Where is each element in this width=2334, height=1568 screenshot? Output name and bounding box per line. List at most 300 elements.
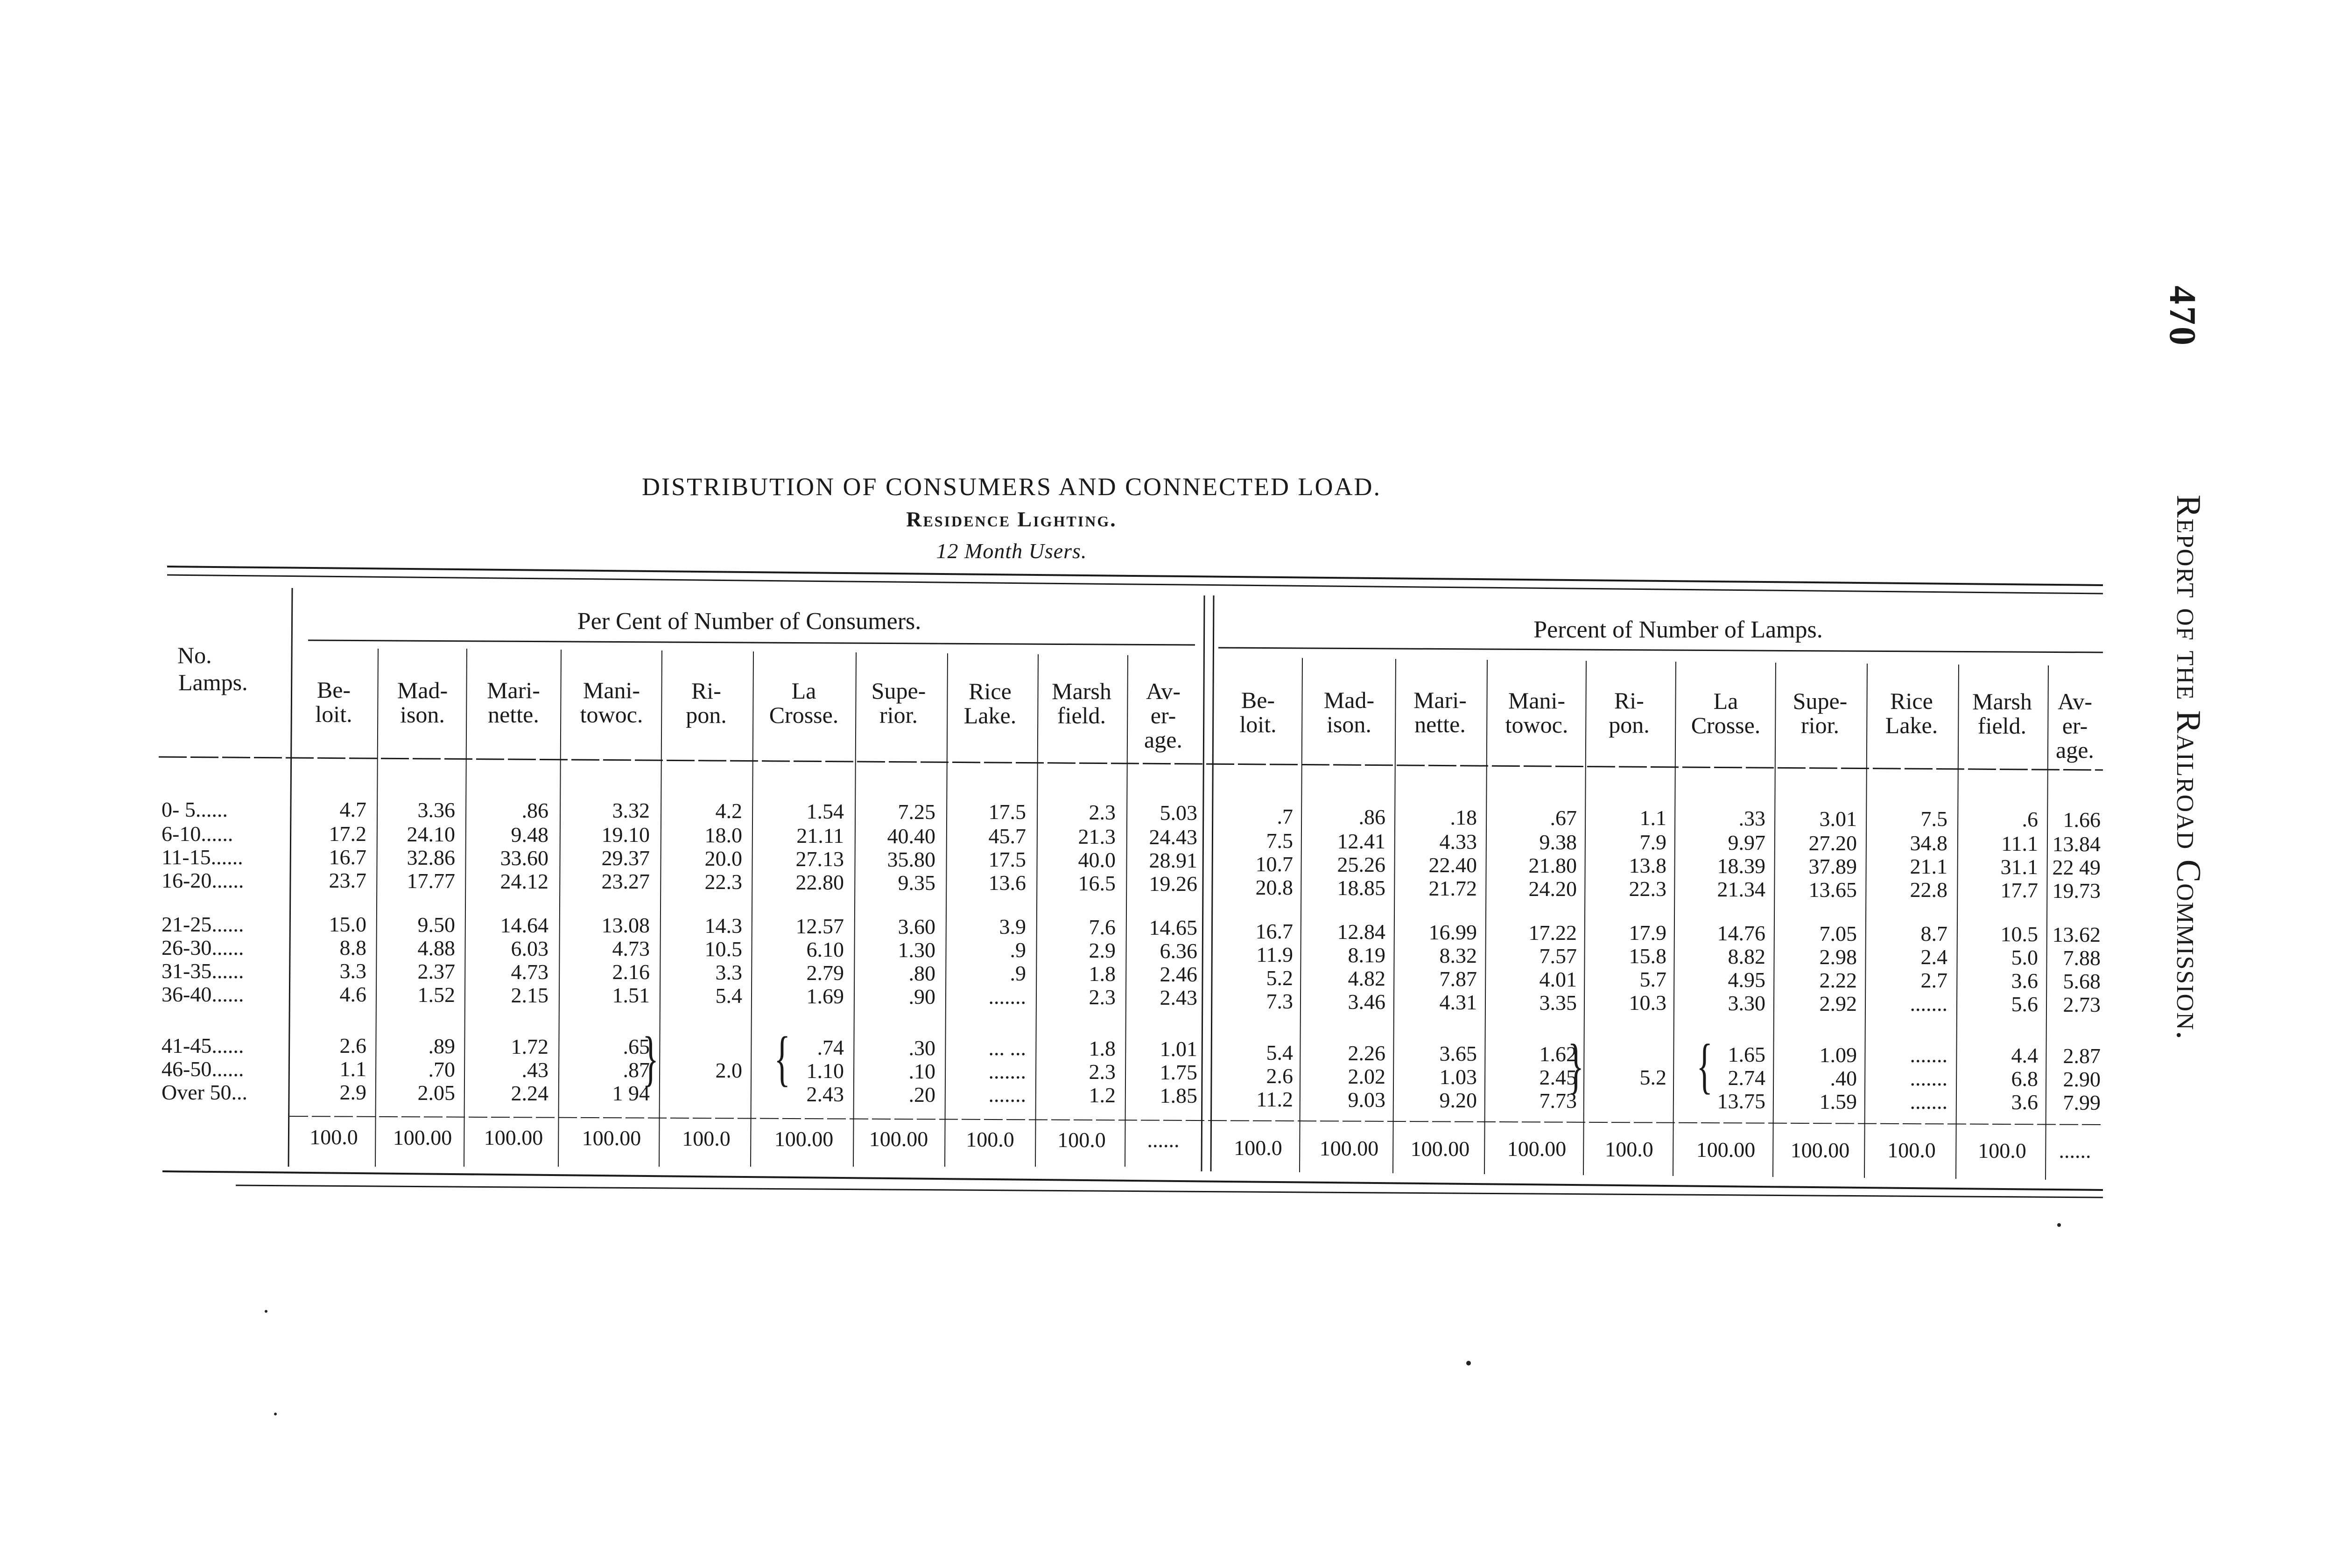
- table-cell: 2.3: [1089, 1060, 1116, 1084]
- column-header: field.: [1977, 712, 2027, 739]
- table-cell: 33.60: [500, 846, 548, 870]
- table-cell: 2.37: [417, 959, 455, 983]
- table-cell: .......: [988, 1059, 1026, 1084]
- column-header: pon.: [1609, 712, 1650, 738]
- row-label: 26-30......: [162, 936, 244, 959]
- table-cell: 5.2: [1266, 966, 1293, 990]
- table-cell: 10.7: [1255, 852, 1293, 876]
- column-header: ison.: [1327, 711, 1371, 738]
- table-cell: 1.69: [806, 984, 844, 1008]
- row-header-label: Lamps.: [178, 669, 248, 695]
- table-cell: 5.0: [2011, 945, 2038, 970]
- table-cell: 1 94: [612, 1081, 650, 1106]
- table-cell: .......: [988, 985, 1026, 1009]
- table-cell: 14.76: [1717, 921, 1765, 945]
- table-cell: 5.4: [1266, 1041, 1293, 1065]
- table-cell: 4.88: [417, 936, 455, 960]
- totals-cell: 100.00: [1790, 1138, 1850, 1162]
- table-cell: 1.72: [511, 1034, 548, 1058]
- table-cell: 11.1: [2001, 832, 2038, 856]
- table-subtitle: Residence Lighting.: [906, 507, 1117, 531]
- table-cell: 8.8: [339, 936, 366, 960]
- totals-cell: 100.0: [682, 1126, 731, 1150]
- table-cell: 1.51: [612, 983, 650, 1008]
- row-label: 41-45......: [162, 1034, 244, 1057]
- table-cell: 12.41: [1337, 829, 1385, 854]
- totals-cell: 100.0: [1234, 1136, 1282, 1160]
- table-cell: 3.60: [898, 914, 935, 938]
- column-header: Av-: [1146, 678, 1181, 705]
- table-cell: 16.5: [1078, 871, 1116, 896]
- table-cell: 1.59: [1819, 1089, 1857, 1113]
- column-header: Mani-: [1508, 687, 1566, 714]
- table-cell: 5.68: [2063, 969, 2101, 993]
- column-header: Crosse.: [1691, 712, 1761, 738]
- table-cell: 25.26: [1337, 853, 1385, 877]
- table-cell: 5.6: [2011, 992, 2038, 1016]
- table-cell: 23.7: [329, 868, 366, 893]
- table-cell: 21.34: [1717, 877, 1765, 902]
- table-cell: 3.3: [339, 959, 366, 983]
- totals-cell: 100.0: [1057, 1127, 1106, 1152]
- table-cell: 3.01: [1819, 806, 1857, 831]
- table-cell: 2.0: [715, 1058, 742, 1083]
- table-cell: 2.6: [339, 1034, 366, 1058]
- table-cell: 24.43: [1149, 825, 1197, 849]
- table-cell: 22.8: [1910, 878, 1947, 902]
- running-head: Report of the Railroad Commission.: [2169, 495, 2207, 1041]
- table-cell: .18: [1450, 805, 1477, 829]
- table-cell: 7.6: [1089, 915, 1116, 939]
- table-cell: 5.2: [1639, 1065, 1666, 1090]
- table-cell: .86: [521, 798, 548, 822]
- table-cell: 37.89: [1808, 854, 1857, 878]
- column-header: field.: [1057, 702, 1106, 729]
- table-cell: 24.10: [407, 822, 455, 846]
- table-cell: 16.7: [329, 845, 366, 869]
- table-cell: .......: [1910, 1066, 1947, 1091]
- table-cell: 4.2: [715, 799, 742, 823]
- table-cell: 2.3: [1089, 985, 1116, 1009]
- column-header: towoc.: [580, 701, 643, 728]
- column-header: Mad-: [397, 677, 448, 703]
- column-header: age.: [2056, 736, 2094, 763]
- table-cell: 13.08: [601, 913, 650, 938]
- totals-cell: 100.00: [1696, 1137, 1756, 1162]
- table-cell: 11.2: [1256, 1087, 1293, 1112]
- table-cell: 5.4: [715, 984, 742, 1008]
- column-header: er-: [1150, 702, 1176, 729]
- table-cell: 6.8: [2011, 1067, 2038, 1091]
- table-cell: 1.85: [1160, 1083, 1197, 1107]
- table-cell: 4.82: [1348, 966, 1385, 991]
- table-cell: .86: [1358, 805, 1385, 829]
- column-header: Marsh: [1972, 688, 2032, 714]
- column-header: age.: [1144, 727, 1182, 753]
- totals-cell: 100.00: [1507, 1137, 1567, 1161]
- table-cell: 3.46: [1348, 990, 1385, 1014]
- column-header: Mani-: [583, 677, 640, 704]
- table-cell: .65: [623, 1035, 650, 1059]
- column-header: nette.: [1414, 711, 1466, 738]
- table-cell: 21.1: [1910, 854, 1947, 879]
- table-cell: 40.0: [1078, 848, 1116, 872]
- table-cell: 3.65: [1439, 1041, 1477, 1065]
- table-cell: 2.3: [1089, 800, 1116, 825]
- table-cell: 4.31: [1439, 990, 1477, 1014]
- table-cell: 5.03: [1160, 800, 1197, 825]
- table-cell: 1.62: [1539, 1042, 1577, 1066]
- totals-cell: ......: [2059, 1139, 2091, 1163]
- table-cell: 9.03: [1348, 1088, 1385, 1112]
- table-cell: .40: [1830, 1066, 1857, 1090]
- table-cell: 2.6: [1266, 1064, 1293, 1088]
- table-cell: 2.98: [1819, 945, 1857, 969]
- table-cell: 2.87: [2063, 1043, 2101, 1068]
- table-cell: 9.38: [1539, 830, 1577, 854]
- table-cell: 1.75: [1160, 1060, 1197, 1084]
- table-cell: 2.16: [612, 960, 650, 984]
- table-cell: 2.73: [2063, 992, 2101, 1016]
- table-cell: 1.2: [1089, 1083, 1116, 1107]
- table-cell: 14.64: [500, 913, 548, 937]
- totals-cell: 100.00: [582, 1126, 641, 1150]
- table-cell: .33: [1738, 806, 1765, 831]
- table-cell: 1.1: [339, 1057, 366, 1081]
- totals-cell: 100.0: [966, 1127, 1014, 1152]
- table-cell: 2.92: [1819, 991, 1857, 1015]
- table-cell: 2.90: [2063, 1067, 2101, 1091]
- row-label: 46-50......: [162, 1057, 244, 1081]
- table-note: 12 Month Users.: [936, 539, 1087, 563]
- row-label: 0- 5......: [162, 798, 228, 821]
- table-cell: 27.20: [1808, 831, 1857, 855]
- table-cell: 4.01: [1539, 967, 1577, 991]
- table-cell: .87: [623, 1058, 650, 1082]
- table-cell: 1.54: [806, 799, 844, 823]
- table-cell: 17.2: [329, 822, 366, 846]
- table-cell: 7.99: [2063, 1090, 2101, 1114]
- table-cell: 1.1: [1639, 806, 1666, 830]
- table-cell: 10.3: [1629, 991, 1666, 1015]
- table-cell: 2.7: [1920, 968, 1947, 993]
- table-cell: 3.6: [2011, 969, 2038, 993]
- column-header: loit.: [1239, 711, 1277, 737]
- table-cell: 7.3: [1266, 989, 1293, 1014]
- table-cell: .67: [1550, 805, 1577, 830]
- table-cell: .9: [1010, 938, 1026, 962]
- totals-cell: ......: [1147, 1128, 1180, 1152]
- table-cell: 15.0: [329, 912, 366, 937]
- table-cell: 1.8: [1089, 1036, 1116, 1061]
- group-brace: }: [1568, 1031, 1584, 1100]
- table-cell: 7.57: [1539, 944, 1577, 968]
- totals-cell: 100.00: [484, 1126, 543, 1150]
- table-cell: 3.6: [2011, 1090, 2038, 1114]
- table-cell: 2.43: [806, 1082, 844, 1106]
- column-header: Av-: [2057, 688, 2093, 714]
- table-cell: 3.32: [612, 798, 650, 823]
- column-header: Rice: [969, 678, 1012, 704]
- section-title-consumers: Per Cent of Number of Consumers.: [577, 608, 921, 635]
- column-header: ison.: [400, 701, 445, 728]
- column-header: Supe-: [1793, 687, 1848, 714]
- table-cell: .......: [988, 1083, 1026, 1107]
- table-cell: 2.46: [1160, 962, 1197, 986]
- table-cell: 13.84: [2052, 832, 2101, 856]
- column-header: Lake.: [1885, 712, 1938, 739]
- table-cell: 19.26: [1149, 871, 1197, 896]
- section-title-lamps: Percent of Number of Lamps.: [1533, 616, 1823, 643]
- column-header: La: [1713, 687, 1738, 714]
- table-cell: 20.8: [1255, 875, 1293, 900]
- table-cell: 16.7: [1255, 919, 1293, 944]
- column-header: Supe-: [871, 678, 926, 704]
- table-cell: 3.3: [715, 960, 742, 985]
- row-header-label: No.: [177, 642, 212, 668]
- table-cell: .6: [2022, 807, 2038, 832]
- table-cell: .90: [908, 984, 935, 1008]
- table-cell: 4.73: [511, 959, 548, 984]
- table-cell: 2.22: [1819, 968, 1857, 992]
- page-number: 470: [2162, 286, 2203, 347]
- table-cell: 17.5: [988, 800, 1026, 824]
- table-cell: 7.88: [2063, 945, 2101, 970]
- table-cell: 2.45: [1539, 1065, 1577, 1089]
- table-cell: 22 49: [2052, 855, 2101, 879]
- table-cell: 21.3: [1078, 825, 1116, 849]
- table-cell: 2.79: [806, 960, 844, 985]
- row-label: 16-20......: [162, 868, 244, 892]
- table-cell: 7.05: [1819, 921, 1857, 945]
- table-cell: 2.4: [1920, 945, 1947, 969]
- table-cell: 2.9: [1089, 938, 1116, 963]
- table-cell: 1.65: [1728, 1043, 1765, 1067]
- table-cell: 34.8: [1910, 831, 1947, 855]
- column-header: Mari-: [1413, 687, 1467, 714]
- column-header: La: [791, 678, 816, 704]
- column-header: Marsh: [1052, 678, 1111, 705]
- table-cell: 13.62: [2052, 922, 2101, 946]
- table-cell: 8.7: [1920, 922, 1947, 946]
- table-cell: 14.65: [1149, 915, 1197, 939]
- table-cell: 19.73: [2052, 878, 2101, 903]
- row-label: 11-15......: [162, 845, 243, 869]
- table-cell: 21.80: [1528, 853, 1577, 877]
- table-cell: 5.7: [1639, 967, 1666, 992]
- table-cell: ... ...: [988, 1036, 1026, 1060]
- table-cell: .......: [1910, 1043, 1947, 1067]
- table-cell: 2.02: [1348, 1064, 1385, 1089]
- table-cell: 7.9: [1639, 830, 1666, 854]
- table-cell: 7.25: [898, 799, 935, 824]
- table-cell: 19.10: [601, 823, 650, 847]
- table-cell: 24.12: [500, 869, 548, 893]
- table-cell: 10.5: [2000, 922, 2038, 946]
- table-cell: 13.65: [1808, 877, 1857, 902]
- table-cell: 2.74: [1728, 1066, 1765, 1090]
- table-cell: 9.50: [417, 912, 455, 937]
- table-cell: 2.9: [339, 1080, 366, 1105]
- column-header: nette.: [488, 701, 539, 728]
- table-cell: 3.9: [999, 915, 1026, 939]
- table-cell: 18.39: [1717, 854, 1765, 878]
- table-cell: 1.52: [417, 982, 455, 1007]
- table-cell: 22.3: [1629, 877, 1666, 901]
- column-header: towoc.: [1505, 711, 1568, 738]
- column-header: pon.: [686, 701, 727, 728]
- table-cell: 17.5: [988, 847, 1026, 872]
- row-label: 36-40......: [162, 982, 244, 1006]
- totals-cell: 100.0: [309, 1125, 358, 1149]
- table-cell: 9.20: [1439, 1088, 1477, 1112]
- table-cell: 18.85: [1337, 876, 1385, 900]
- column-header: Mad-: [1323, 687, 1375, 714]
- table-cell: 8.32: [1439, 943, 1477, 967]
- column-header: Crosse.: [769, 702, 839, 728]
- table-cell: 3.30: [1728, 991, 1765, 1015]
- row-label: 6-10......: [162, 822, 233, 846]
- table-title: DISTRIBUTION OF CONSUMERS AND CONNECTED LOAD.: [641, 473, 1382, 501]
- table-cell: 3.36: [417, 798, 455, 822]
- table-cell: 17.9: [1629, 921, 1666, 945]
- table-cell: .89: [428, 1034, 455, 1058]
- totals-cell: 100.00: [1319, 1136, 1379, 1160]
- table-cell: .80: [908, 961, 935, 985]
- table-cell: 1.01: [1160, 1036, 1197, 1061]
- table-cell: .......: [1910, 1090, 1947, 1114]
- table-cell: 8.19: [1348, 943, 1385, 967]
- column-header: loit.: [315, 701, 352, 728]
- group-brace: {: [1696, 1031, 1713, 1100]
- table-cell: 4.33: [1439, 829, 1477, 854]
- totals-cell: 100.00: [869, 1127, 928, 1151]
- totals-cell: 100.0: [1887, 1138, 1936, 1162]
- table-cell: .70: [428, 1057, 455, 1081]
- table-cell: 22.3: [704, 870, 742, 894]
- table-cell: 4.95: [1728, 968, 1765, 992]
- table-cell: 4.6: [339, 982, 366, 1007]
- table-cell: .20: [908, 1082, 935, 1106]
- table-cell: 12.57: [795, 914, 844, 938]
- column-header: rior.: [1801, 712, 1839, 738]
- table-cell: 2.24: [511, 1081, 548, 1105]
- table-cell: 23.27: [601, 869, 650, 894]
- table-cell: 11.9: [1256, 943, 1293, 967]
- table-cell: 13.8: [1629, 854, 1666, 878]
- table-cell: 35.80: [887, 847, 935, 871]
- table-cell: 14.3: [704, 914, 742, 938]
- table-cell: .30: [908, 1036, 935, 1060]
- column-header: Mari-: [487, 677, 540, 703]
- table-cell: 27.13: [795, 847, 844, 871]
- table-cell: 4.4: [2011, 1043, 2038, 1068]
- table-cell: 7.5: [1266, 829, 1293, 853]
- table-cell: 16.99: [1428, 920, 1477, 944]
- table-cell: 3.35: [1539, 990, 1577, 1015]
- table-cell: .9: [1010, 961, 1026, 986]
- table-cell: 6.03: [511, 936, 548, 960]
- table-cell: 9.35: [898, 870, 935, 895]
- column-header: Lake.: [963, 702, 1017, 728]
- table-cell: 4.7: [339, 798, 366, 822]
- table-cell: 13.75: [1717, 1089, 1765, 1113]
- table-cell: 21.72: [1428, 876, 1477, 900]
- table-cell: 28.91: [1149, 848, 1197, 872]
- table-cell: 45.7: [988, 824, 1026, 848]
- column-header: Ri-: [1614, 687, 1644, 714]
- table-cell: 6.36: [1160, 938, 1197, 963]
- table-cell: 2.26: [1348, 1041, 1385, 1065]
- table-cell: 20.0: [704, 847, 742, 871]
- table-cell: 15.8: [1629, 944, 1666, 968]
- totals-cell: 100.00: [1410, 1136, 1470, 1161]
- table-cell: 1.66: [2063, 807, 2101, 832]
- table-cell: 7.5: [1920, 807, 1947, 831]
- table-cell: 2.15: [511, 983, 548, 1007]
- table-cell: 2.43: [1160, 985, 1197, 1009]
- table-cell: 22.40: [1428, 853, 1477, 877]
- group-brace: {: [774, 1024, 791, 1092]
- table-cell: .10: [908, 1059, 935, 1083]
- table-cell: 31.1: [2000, 855, 2038, 879]
- table-cell: .74: [817, 1035, 844, 1059]
- table-cell: 24.20: [1528, 876, 1577, 901]
- table-cell: 7.87: [1439, 966, 1477, 991]
- table-cell: 1.03: [1439, 1064, 1477, 1089]
- column-header: Rice: [1890, 688, 1933, 714]
- row-label: 31-35......: [162, 959, 244, 983]
- table-cell: 9.48: [511, 822, 548, 847]
- table-cell: 12.84: [1337, 920, 1385, 944]
- table-cell: 1.10: [806, 1058, 844, 1083]
- table-cell: 1.09: [1819, 1043, 1857, 1067]
- table-cell: 17.22: [1528, 920, 1577, 945]
- table-cell: 10.5: [704, 937, 742, 961]
- totals-cell: 100.0: [1978, 1138, 2026, 1162]
- row-label: 21-25......: [162, 912, 244, 936]
- table-cell: 8.82: [1728, 945, 1765, 969]
- totals-cell: 100.00: [393, 1125, 452, 1149]
- totals-cell: 100.0: [1605, 1137, 1653, 1162]
- column-header: er-: [2062, 712, 2088, 739]
- table-cell: 18.0: [704, 823, 742, 847]
- table-cell: 4.73: [612, 937, 650, 961]
- column-header: Ri-: [691, 677, 721, 704]
- row-label: Over 50...: [162, 1080, 247, 1104]
- table-cell: 1.30: [898, 938, 935, 962]
- column-header: rior.: [879, 702, 918, 728]
- table-cell: 32.86: [407, 845, 455, 869]
- table-cell: 22.80: [795, 870, 844, 894]
- table-cell: 29.37: [601, 846, 650, 870]
- table-cell: 17.7: [2000, 878, 2038, 903]
- table-cell: 2.05: [417, 1080, 455, 1105]
- table-cell: 6.10: [806, 937, 844, 961]
- column-header: Be-: [1241, 686, 1275, 713]
- table-cell: .......: [1910, 992, 1947, 1016]
- table-cell: 17.77: [407, 868, 455, 893]
- table-cell: 7.73: [1539, 1088, 1577, 1113]
- table-cell: 40.40: [887, 824, 935, 848]
- table-cell: .43: [521, 1057, 548, 1082]
- totals-cell: 100.00: [774, 1127, 834, 1151]
- table-cell: 21.11: [796, 823, 844, 847]
- table-cell: 13.6: [988, 871, 1026, 895]
- group-brace: }: [642, 1024, 659, 1092]
- table-cell: 1.8: [1089, 962, 1116, 986]
- table-cell: .7: [1277, 805, 1293, 829]
